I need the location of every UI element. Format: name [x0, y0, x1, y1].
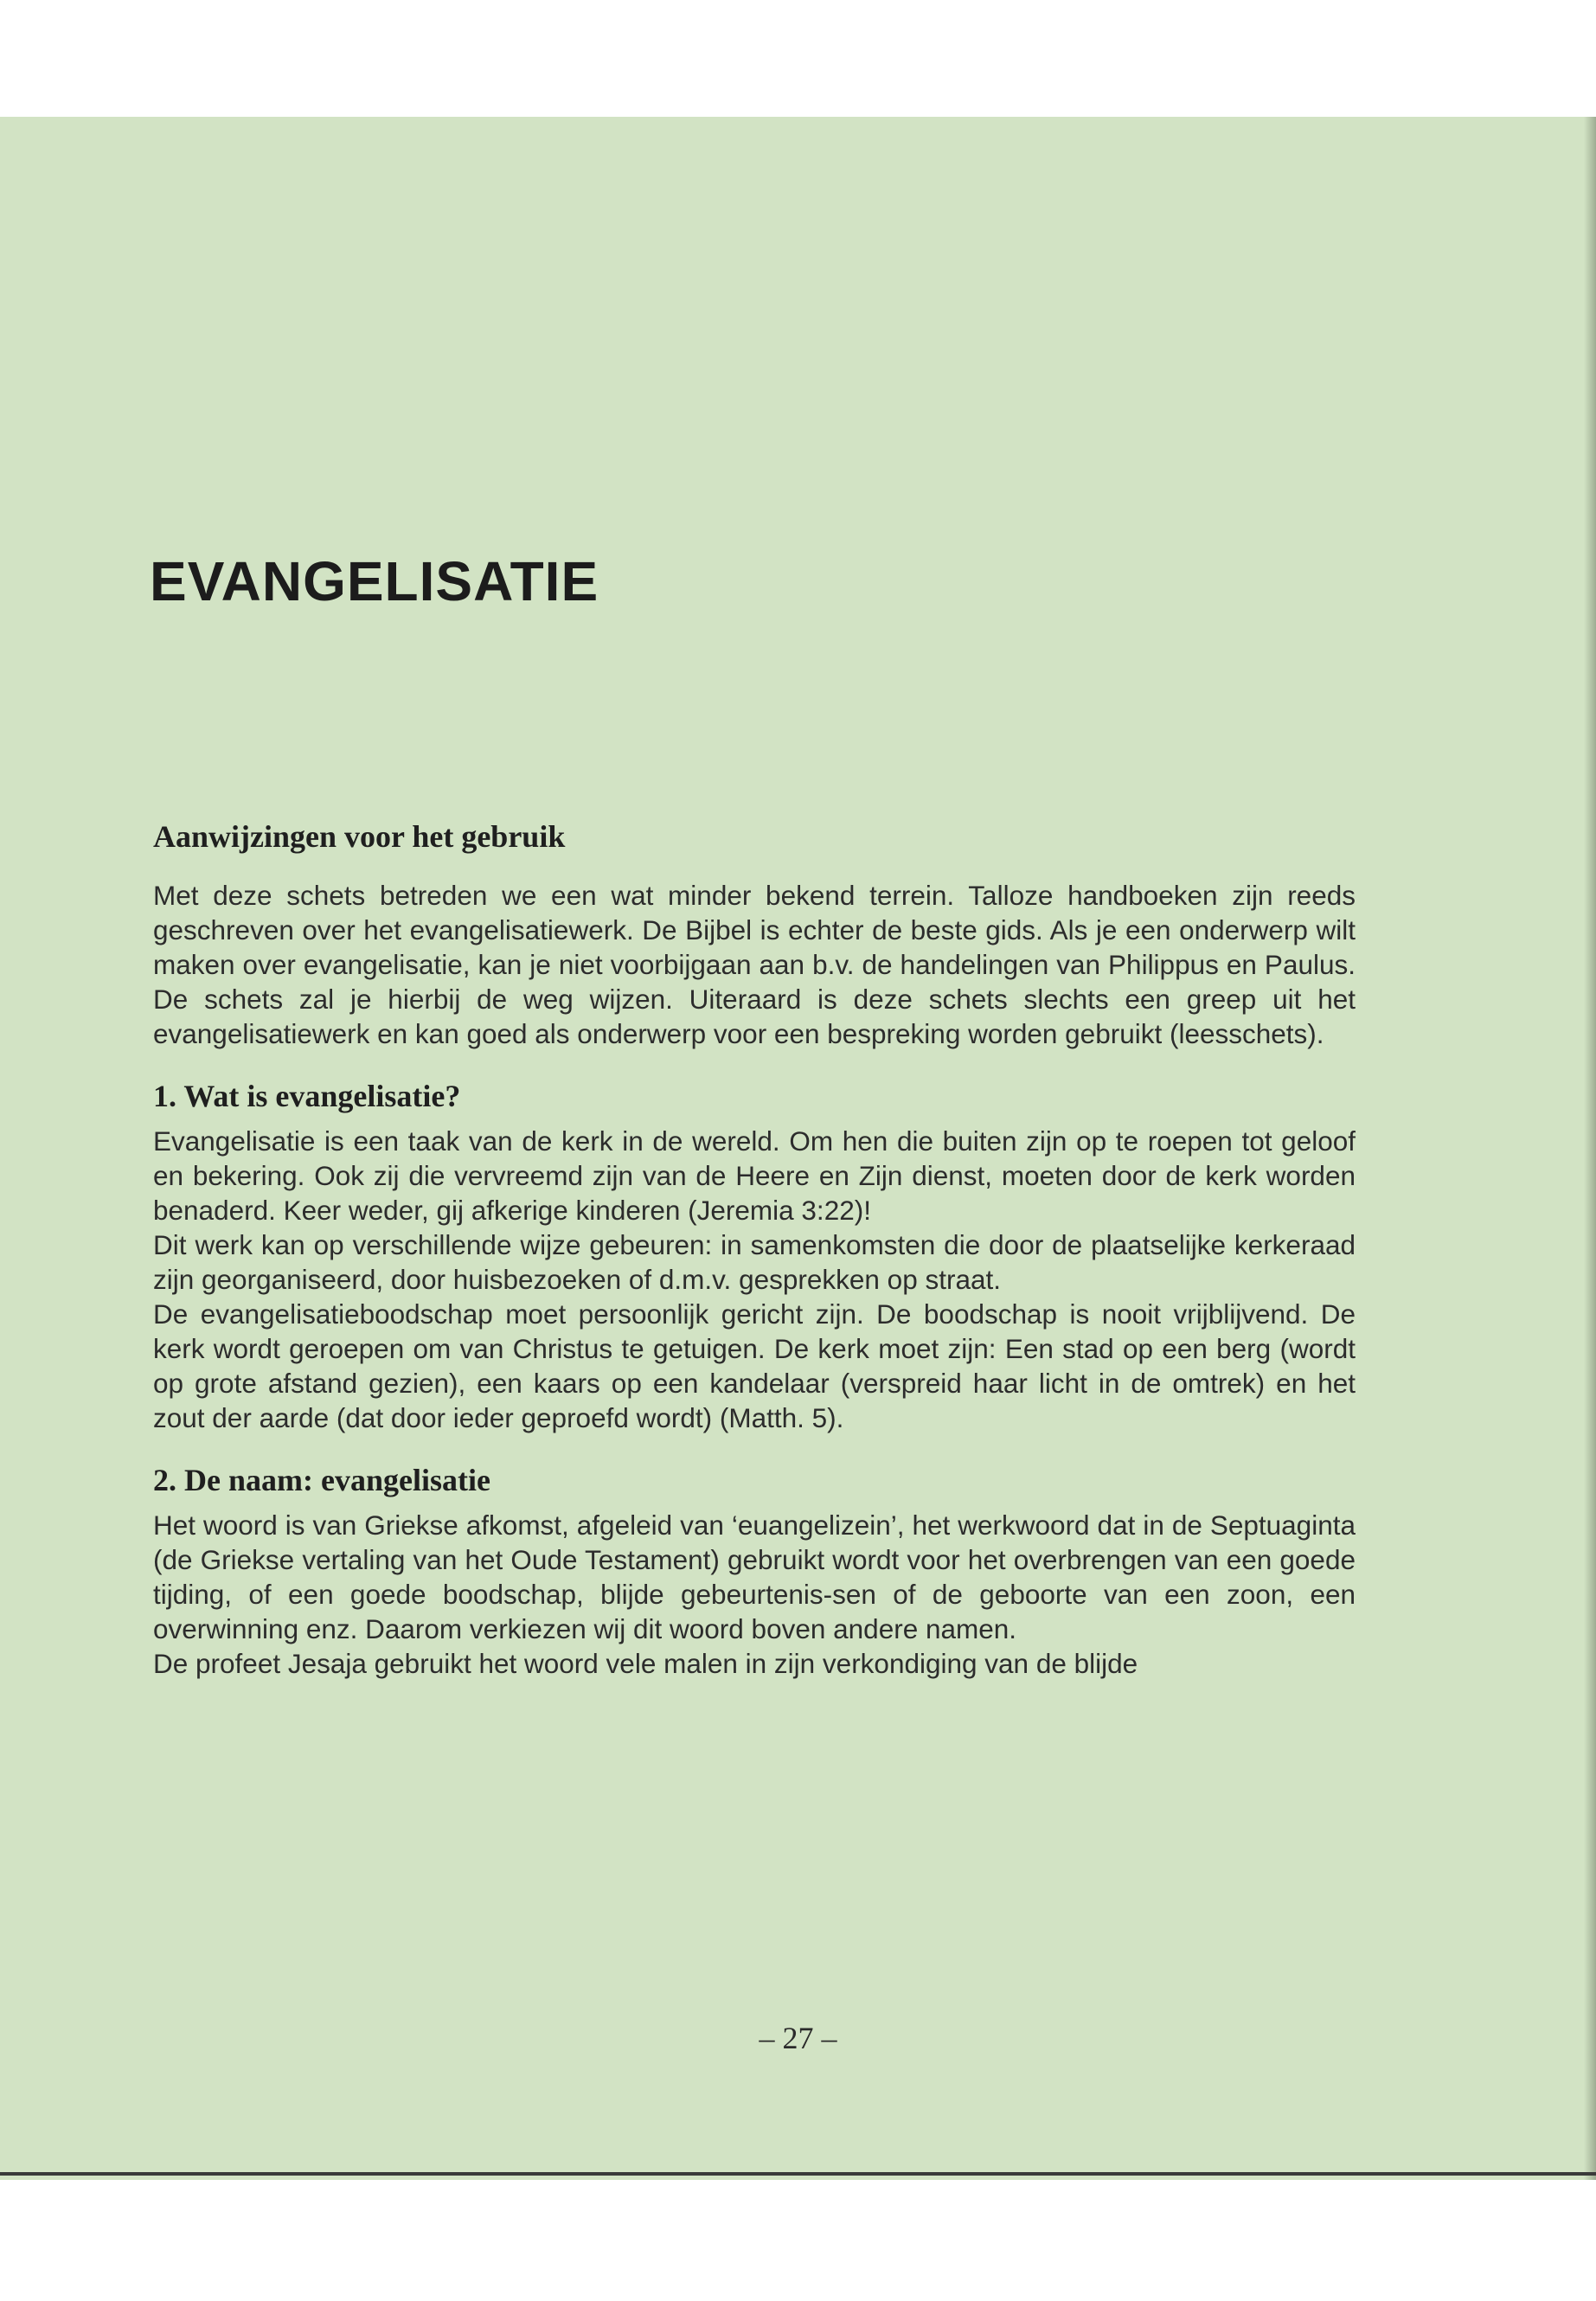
spacer — [153, 856, 1356, 878]
bottom-rule — [0, 2172, 1596, 2176]
page-number: – 27 – — [759, 2021, 837, 2055]
section-1-paragraph: Evangelisatie is een taak van de kerk in de wereld. Om hen die buiten zijn op te roepen tot geloof en bekering. Ook zij die vervreemd zijn van de Heere en Zijn dienst, moeten door de kerk worden benaderd. Keer weder, gij afkerige kinderen (Jeremia 3:22)! — [153, 1125, 1356, 1226]
section-1-paragraph: Dit werk kan op verschillende wijze gebeuren: in samenkomsten die door de plaatselijke kerkeraad zijn georganiseerd, door huisbezoeken of d.m.v. gesprekken op straat. — [153, 1229, 1356, 1295]
page-edge-shadow — [1584, 117, 1596, 2180]
intro-heading: Aanwijzingen voor het gebruik — [153, 819, 566, 854]
spacer — [153, 1435, 1356, 1461]
intro-paragraph: Met deze schets betreden we een wat minder bekend terrein. Talloze handboeken zijn reeds geschreven over het evangelisatiewerk. De Bijbel is echter de beste gids. Als je een onderwerp wilt maken over evangelisatie, kan je niet voorbijgaan aan b.v. de handelingen van Philippus en Paulus. De schets zal je hierbij de weg wijzen. Uiteraard is deze schets slechts een greep uit het evangelisatiewerk en kan goed als onderwerp voor een bespreking worden gebruikt (leesschets). — [153, 880, 1356, 1049]
section-2-heading: 2. De naam: evangelisatie — [153, 1463, 490, 1497]
spacer — [153, 1499, 1356, 1508]
section-1-heading: 1. Wat is evangelisatie? — [153, 1079, 461, 1113]
spacer — [153, 1115, 1356, 1124]
section-1-paragraph: De evangelisatieboodschap moet persoonlijk gericht zijn. De boodschap is nooit vrijblijvend. De kerk wordt geroepen om van Christus te getuigen. De kerk moet zijn: Een stad op een berg (wordt op grote afstand gezien), een kaars op een kandelaar (verspreid haar licht in de omtrek) en het zout der aarde (dat door ieder geproefd wordt) (Matth. 5). — [153, 1298, 1356, 1433]
article-body — [153, 817, 1356, 1681]
section-2-paragraph: Het woord is van Griekse afkomst, afgeleid van ‘euangelizein’, het werkwoord dat in de Septuaginta (de Griekse vertaling van het Oude Testament) gebruikt wordt voor het overbrengen van een goede tijding, of een goede boodschap, blijde gebeurtenis-sen of de geboorte van een zoon, een overwinning enz. Daarom verkiezen wij dit woord boven andere namen. — [153, 1509, 1356, 1644]
spacer — [153, 1051, 1356, 1077]
page-title: EVANGELISATIE — [150, 550, 599, 612]
section-2-paragraph: De profeet Jesaja gebruikt het woord vele malen in zijn verkondiging van de blijde — [153, 1648, 1138, 1679]
